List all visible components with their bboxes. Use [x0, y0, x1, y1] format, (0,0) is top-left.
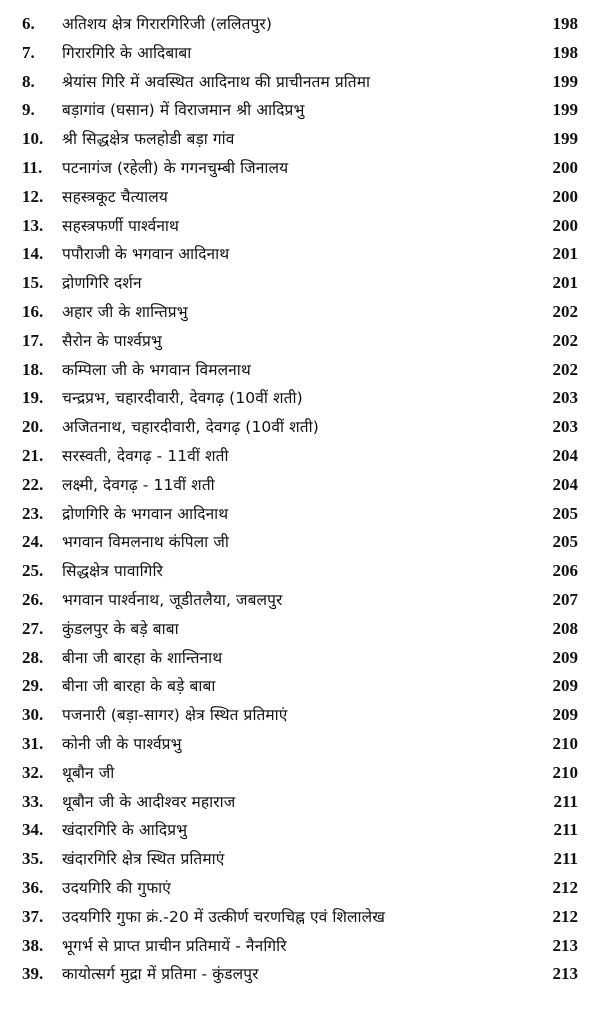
entry-page-number: 213 [552, 935, 578, 955]
entry-number: 14. [22, 244, 44, 264]
entry-title: सैरोन के पार्श्वप्रभु [62, 331, 162, 350]
entry-page-number: 202 [552, 359, 578, 379]
entry-page-number: 199 [552, 71, 578, 91]
entry-title: खंदारगिरि के आदिप्रभु [62, 821, 188, 840]
toc-entry [0, 212, 600, 241]
toc-entry [0, 183, 600, 212]
entry-page-number: 209 [552, 676, 578, 696]
toc-entry [0, 903, 600, 932]
entry-page-number: 207 [552, 589, 578, 609]
entry-title: पटनागंज (रहेली) के गगनचुम्बी जिनालय [62, 158, 289, 177]
entry-title: सहस्त्रकूट चैत्यालय [62, 187, 168, 206]
entry-number: 36. [22, 877, 44, 897]
entry-title: लक्ष्मी, देवगढ़ - 11वीं शती [62, 475, 215, 494]
entry-number: 13. [22, 215, 44, 235]
toc-entry [0, 759, 600, 788]
entry-title: उदयगिरि गुफा क्रं.-20 में उत्कीर्ण चरणचिह्न एवं शिलालेख [62, 907, 386, 926]
toc-entry [0, 413, 600, 442]
toc-entry [0, 154, 600, 183]
entry-page-number: 202 [552, 301, 578, 321]
toc-entry [0, 269, 600, 298]
entry-page-number: 201 [552, 244, 578, 264]
toc-entry [0, 125, 600, 154]
toc-entry [0, 528, 600, 557]
entry-number: 8. [22, 71, 35, 91]
entry-page-number: 210 [552, 762, 578, 782]
entry-number: 20. [22, 417, 44, 437]
entry-title: चन्द्रप्रभ, चहारदीवारी, देवगढ़ (10वीं शती) [62, 389, 303, 408]
entry-title: बीना जी बारहा के बड़े बाबा [62, 677, 216, 696]
toc-entry [0, 874, 600, 903]
entry-page-number: 200 [552, 157, 578, 177]
toc-entry [0, 356, 600, 385]
entry-page-number: 213 [552, 964, 578, 984]
entry-number: 24. [22, 532, 44, 552]
toc-entry [0, 68, 600, 97]
toc-entry [0, 586, 600, 615]
entry-title: पपौराजी के भगवान आदिनाथ [62, 245, 230, 264]
entry-number: 17. [22, 330, 44, 350]
entry-title: कायोत्सर्ग मुद्रा में प्रतिमा - कुंडलपुर [62, 965, 259, 984]
entry-page-number: 209 [552, 647, 578, 667]
entry-page-number: 205 [552, 503, 578, 523]
entry-title: गिरारगिरि के आदिबाबा [62, 43, 192, 62]
entry-title: उदयगिरि की गुफाएं [62, 878, 171, 897]
entry-page-number: 204 [552, 445, 578, 465]
entry-title: थूबौन जी [62, 763, 115, 782]
entry-number: 29. [22, 676, 44, 696]
toc-entry [0, 39, 600, 68]
entry-number: 21. [22, 445, 44, 465]
entry-page-number: 204 [552, 474, 578, 494]
entry-page-number: 211 [553, 849, 578, 869]
entry-page-number: 211 [553, 820, 578, 840]
entry-number: 9. [22, 100, 35, 120]
entry-title: श्रेयांस गिरि में अवस्थित आदिनाथ की प्राचीनतम प्रतिमा [62, 72, 371, 91]
toc-entry [0, 730, 600, 759]
entry-page-number: 202 [552, 330, 578, 350]
toc-entry [0, 845, 600, 874]
toc-entry [0, 932, 600, 961]
toc-entry [0, 672, 600, 701]
entry-number: 31. [22, 733, 44, 753]
entry-title: बड़ागांव (घसान) में विराजमान श्री आदिप्रभु [62, 101, 305, 120]
entry-number: 39. [22, 964, 44, 984]
toc-entry [0, 10, 600, 39]
table-of-contents [0, 10, 600, 989]
entry-title: थूबौन जी के आदीश्वर महाराज [62, 792, 236, 811]
toc-entry [0, 327, 600, 356]
entry-number: 25. [22, 561, 44, 581]
entry-number: 32. [22, 762, 44, 782]
toc-entry [0, 298, 600, 327]
entry-number: 27. [22, 618, 44, 638]
entry-title: कम्पिला जी के भगवान विमलनाथ [62, 360, 251, 379]
entry-page-number: 211 [553, 791, 578, 811]
toc-entry [0, 500, 600, 529]
entry-page-number: 210 [552, 733, 578, 753]
entry-number: 7. [22, 42, 35, 62]
entry-page-number: 199 [552, 129, 578, 149]
toc-entry [0, 240, 600, 269]
entry-page-number: 212 [552, 877, 578, 897]
toc-entry [0, 788, 600, 817]
entry-page-number: 200 [552, 186, 578, 206]
toc-entry [0, 816, 600, 845]
entry-number: 18. [22, 359, 44, 379]
toc-entry [0, 471, 600, 500]
entry-page-number: 201 [552, 273, 578, 293]
entry-title: अजितनाथ, चहारदीवारी, देवगढ़ (10वीं शती) [62, 418, 319, 437]
entry-number: 23. [22, 503, 44, 523]
toc-entry [0, 615, 600, 644]
entry-title: श्री सिद्धक्षेत्र फलहोडी बड़ा गांव [62, 130, 235, 149]
entry-title: सहस्त्रफर्णी पार्श्वनाथ [62, 216, 180, 235]
entry-page-number: 205 [552, 532, 578, 552]
entry-page-number: 203 [552, 417, 578, 437]
entry-number: 6. [22, 14, 35, 33]
entry-title: भगवान पार्श्वनाथ, जूडीतलैया, जबलपुर [62, 590, 283, 609]
entry-number: 38. [22, 935, 44, 955]
entry-number: 10. [22, 129, 44, 149]
entry-page-number: 198 [552, 42, 578, 62]
entry-page-number: 209 [552, 705, 578, 725]
entry-number: 15. [22, 273, 44, 293]
entry-page-number: 199 [552, 100, 578, 120]
entry-number: 35. [22, 849, 44, 869]
entry-title: अहार जी के शान्तिप्रभु [62, 302, 188, 321]
entry-page-number: 206 [552, 561, 578, 581]
entry-page-number: 198 [552, 14, 578, 33]
entry-page-number: 208 [552, 618, 578, 638]
entry-number: 37. [22, 906, 44, 926]
entry-title: कुंडलपुर के बड़े बाबा [62, 619, 179, 638]
entry-title: भगवान विमलनाथ कंपिला जी [62, 533, 229, 552]
entry-title: सरस्वती, देवगढ़ - 11वीं शती [62, 446, 229, 465]
toc-entry [0, 384, 600, 413]
entry-number: 26. [22, 589, 44, 609]
entry-title: भूगर्भ से प्राप्त प्राचीन प्रतिमायें - नैनगिरि [62, 936, 287, 955]
toc-entry [0, 701, 600, 730]
entry-title: बीना जी बारहा के शान्तिनाथ [62, 648, 223, 667]
entry-title: द्रोणगिरि के भगवान आदिनाथ [62, 504, 229, 523]
entry-number: 28. [22, 647, 44, 667]
entry-title: द्रोणगिरि दर्शन [62, 274, 142, 293]
entry-title: पजनारी (बड़ा-सागर) क्षेत्र स्थित प्रतिमाएं [62, 706, 288, 725]
entry-number: 33. [22, 791, 44, 811]
entry-number: 30. [22, 705, 44, 725]
entry-title: कोनी जी के पार्श्वप्रभु [62, 734, 182, 753]
toc-entry [0, 96, 600, 125]
entry-number: 11. [22, 157, 43, 177]
entry-number: 34. [22, 820, 44, 840]
entry-number: 22. [22, 474, 44, 494]
entry-number: 19. [22, 388, 44, 408]
toc-entry [0, 644, 600, 673]
entry-title: अतिशय क्षेत्र गिरारगिरिजी (ललितपुर) [62, 15, 273, 33]
entry-title: खंदारगिरि क्षेत्र स्थित प्रतिमाएं [62, 850, 225, 869]
toc-entry [0, 557, 600, 586]
toc-entry [0, 960, 600, 989]
toc-entry [0, 442, 600, 471]
entry-page-number: 203 [552, 388, 578, 408]
entry-page-number: 212 [552, 906, 578, 926]
entry-page-number: 200 [552, 215, 578, 235]
entry-number: 16. [22, 301, 44, 321]
entry-number: 12. [22, 186, 44, 206]
entry-title: सिद्धक्षेत्र पावागिरि [62, 562, 163, 581]
